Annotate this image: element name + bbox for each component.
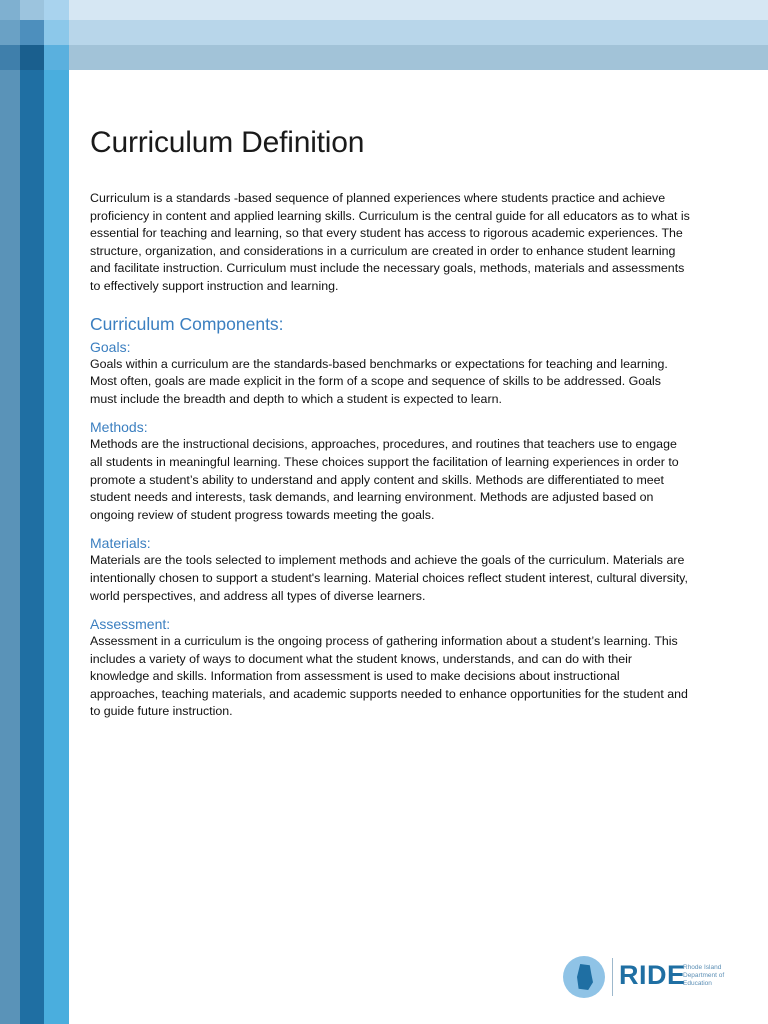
page-title: Curriculum Definition <box>90 126 365 159</box>
section-methods <box>90 419 690 524</box>
top-band-1 <box>69 0 768 20</box>
logo-wordmark: RIDE <box>619 960 686 990</box>
corner-band-2 <box>0 20 69 45</box>
ride-logo <box>563 954 733 1000</box>
corner-band-3 <box>0 45 69 70</box>
section-body: Methods are the instructional decisions, approaches, procedures, and routines that teachers use to engage all students in meaningful learning. These choices support the facilitation of learning experiences in order to promote a student’s ability to understand and apply content and skills. Methods are differentiated to meet student needs and interests, task demands, and learning environment. Methods are adjusted based on ongoing review of student progress towards meeting the goals. <box>90 437 679 522</box>
section-heading: Methods: <box>90 419 148 436</box>
logo-subtitle: Rhode Island Department of Education <box>683 964 725 987</box>
section-heading: Goals: <box>90 338 131 355</box>
section-body: Materials are the tools selected to implement methods and achieve the goals of the curriculum. Materials are intentionally chosen to support a student's learning. Material choices reflect student interest, cultural diversity, world perspectives, and address all types of diverse learners. <box>90 553 688 603</box>
section-heading: Assessment: <box>90 616 171 633</box>
left-stripe-2 <box>20 0 44 1024</box>
section-body: Assessment in a curriculum is the ongoing process of gathering information about a student’s learning. This includes a variety of ways to document what the student knows, understands, and can do with their knowledge and skills. Information from assessment is used to make decisions about instructional approaches, teaching materials, and academic supports needed to enhance opportunities for the student and to guide future instruction. <box>90 634 688 719</box>
document-body <box>90 126 690 732</box>
section-materials <box>90 535 690 605</box>
intro-paragraph: Curriculum is a standards -based sequence of planned experiences where students practice and achieve proficiency in content and applied learning skills. Curriculum is the central guide for all educators as to what is essential for teaching and learning, so that every student has access to rigorous academic experiences. The structure, organization, and considerations in a curriculum are created in order to enhance student learning and facilitate instruction. Curriculum must include the necessary goals, methods, materials and assessments to effectively support instruction and learning. <box>90 191 690 293</box>
corner-band-1 <box>0 0 69 20</box>
left-stripe-3 <box>44 0 69 1024</box>
left-stripe-1 <box>0 0 20 1024</box>
section-assessment <box>90 616 690 721</box>
components-heading: Curriculum Components: <box>90 313 284 334</box>
top-band-2 <box>69 20 768 45</box>
logo-divider <box>612 958 613 996</box>
section-body: Goals within a curriculum are the standards-based benchmarks or expectations for teaching and learning. Most often, goals are made explicit in the form of a scope and sequence of skills to be addressed. Goals must include the breadth and depth to which a student is expected to learn. <box>90 356 668 406</box>
top-band-3 <box>69 45 768 70</box>
section-heading: Materials: <box>90 535 151 552</box>
section-goals <box>90 339 690 409</box>
